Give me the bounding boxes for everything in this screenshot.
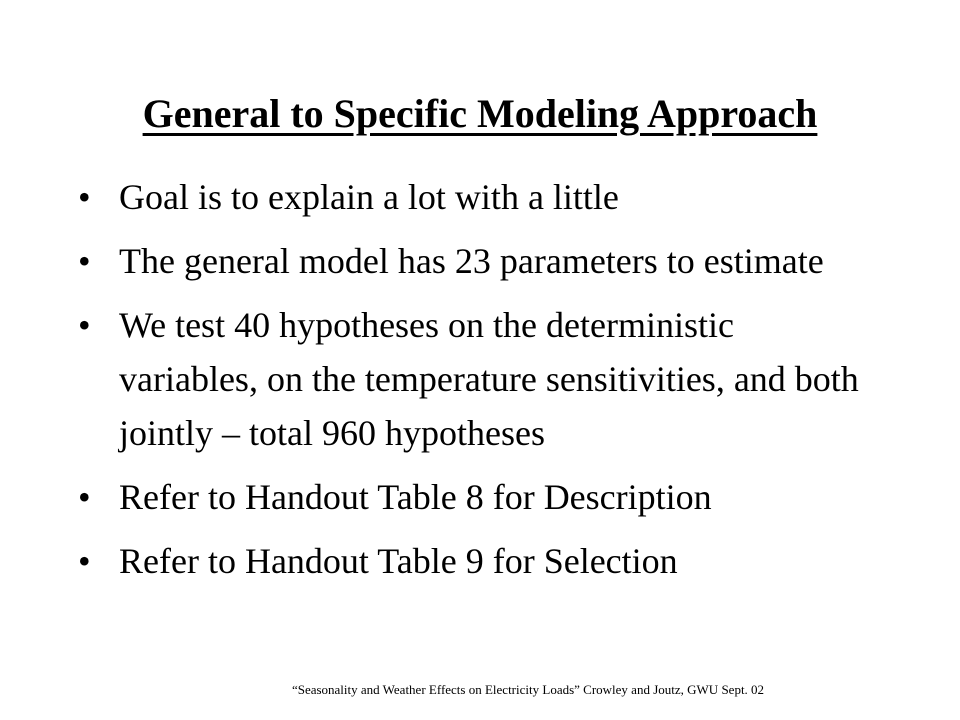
bullet-item	[78, 234, 878, 288]
bullet-text: Refer to Handout Table 8 for Description	[119, 477, 712, 517]
bullet-text: The general model has 23 parameters to estimate	[119, 241, 824, 281]
bullet-text: Refer to Handout Table 9 for Selection	[119, 541, 678, 581]
bullet-icon: •	[78, 305, 91, 345]
bullet-icon: •	[78, 177, 91, 217]
slide-title: General to Specific Modeling Approach	[142, 91, 818, 136]
bullet-text: Goal is to explain a lot with a little	[119, 177, 619, 217]
bullet-icon: •	[78, 541, 91, 581]
bullet-list	[78, 170, 878, 598]
bullet-item	[78, 170, 878, 224]
bullet-item	[78, 470, 878, 524]
bullet-item	[78, 534, 878, 588]
slide-footer: “Seasonality and Weather Effects on Electricity Loads” Crowley and Joutz, GWU Sept. 02	[291, 682, 765, 697]
bullet-icon: •	[78, 241, 91, 281]
bullet-item	[78, 298, 878, 460]
bullet-text: We test 40 hypotheses on the deterministic variables, on the temperature sensitivities, and both jointly – total 960 hypotheses	[119, 305, 859, 453]
bullet-icon: •	[78, 477, 91, 517]
